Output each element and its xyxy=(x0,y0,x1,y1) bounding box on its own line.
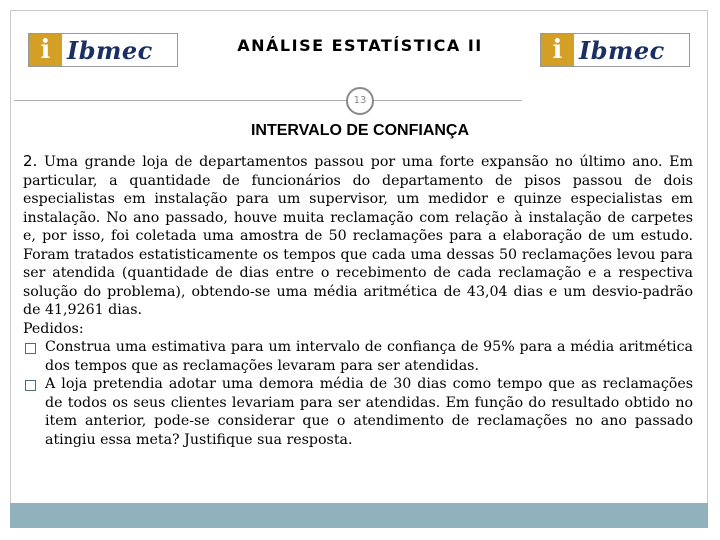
request-text: A loja pretendia adotar uma demora média de 30 dias como tempo que as reclamações de todos os seus clientes levariam para ser atendidas. Em função do resultado obtido no item anterior, pode-se considerar que o atendimento de reclamações no ano passado atingiu essa meta? Justifique sua resposta. xyxy=(45,376,693,448)
ibmec-logo-right xyxy=(540,33,690,67)
checkbox-bullet-icon xyxy=(25,380,36,391)
question-text: Uma grande loja de departamentos passou por uma forte expansão no último ano. Em particular, a quantidade de funcionários do departamento de pisos passou de dois especialistas em instalação para um supervisor, um medidor e quinze especialistas em instalação. No ano passado, houve muita reclamação com relação à instalação de carpetes e, por isso, foi coletada uma amostra de 50 reclamações para a elaboração de um estudo. Foram tratados estatisticamente os tempos que cada uma dessas 50 reclamações levou para ser atendida (quantidade de dias entre o recebimento de cada reclamação e a respectiva solução do problema), obtendo-se uma média aritmética de 43,04 dias e um desvio-padrão de 41,9261 dias. xyxy=(23,154,693,318)
header-divider xyxy=(14,100,522,101)
section-title: INTERVALO DE CONFIANÇA xyxy=(250,122,470,139)
request-item xyxy=(23,338,693,375)
logo-mark: i xyxy=(29,34,62,66)
logo-text: Ibmec xyxy=(579,36,665,65)
logo-mark: i xyxy=(541,34,574,66)
request-item xyxy=(23,375,693,449)
checkbox-bullet-icon xyxy=(25,343,36,354)
logo-text: Ibmec xyxy=(67,36,153,65)
page-number-badge: 13 xyxy=(346,87,374,115)
question-paragraph xyxy=(23,152,693,320)
header-title: ANÁLISE ESTATÍSTICA II xyxy=(237,36,483,55)
slide-body xyxy=(23,152,693,449)
requests-label: Pedidos: xyxy=(23,320,84,337)
ibmec-logo-left xyxy=(28,33,178,67)
footer-bar xyxy=(10,503,708,528)
request-text: Construa uma estimativa para um intervalo de confiança de 95% para a média aritmética dos tempos que as reclamações levaram para ser atendidas. xyxy=(45,339,693,374)
question-number: 2. xyxy=(23,152,38,170)
